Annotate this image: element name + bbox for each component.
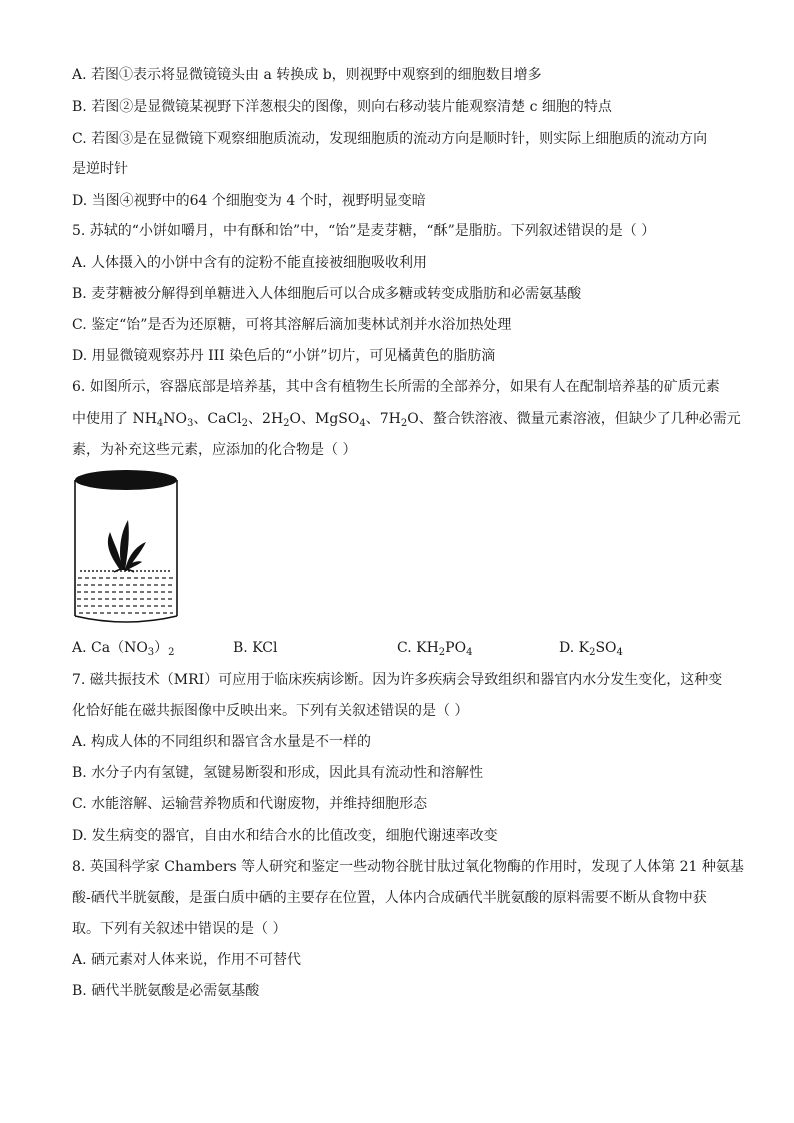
q4-option-a: A. 若图①表示将显微镜镜头由 a 转换成 b，则视野中观察到的细胞数目增多 bbox=[72, 67, 542, 83]
q6-option-c: C. $KH_2PO_4$ bbox=[397, 640, 473, 658]
q7-option-b: B. 水分子内有氢键，氢键易断裂和形成，因此具有流动性和溶解性 bbox=[72, 765, 484, 781]
q7-stem-line2: 化恰好能在磁共振图像中反映出来。下列有关叙述错误的是（ ） bbox=[72, 703, 469, 719]
q6-option-d: D. $K_2SO_4$ bbox=[559, 640, 623, 658]
q8-stem-line2: 酸-硒代半胱氨酸，是蛋白质中硒的主要存在位置，人体内合成硒代半胱氨酸的原料需要不断从食物中获 bbox=[72, 890, 707, 906]
q6-stem-line3: 素，为补充这些元素，应添加的化合物是（ ） bbox=[72, 442, 357, 458]
plant-icon bbox=[108, 520, 146, 572]
q6-stem-line2: 中使用了 $NH_4NO_3$、CaCl$_2$、$2H_2O$、MgSO$_4$、$7H_2O$、螯合铁溶液、微量元素溶液，但缺少了几种必需元 bbox=[72, 411, 741, 429]
q6-stem-line1: 6. 如图所示，容器底部是培养基，其中含有植物生长所需的全部养分，如果有人在配制培养基的矿质元素 bbox=[72, 379, 720, 395]
q7-option-c: C. 水能溶解、运输营养物质和代谢废物，并维持细胞形态 bbox=[72, 796, 428, 812]
q7-option-a: A. 构成人体的不同组织和器官含水量是不一样的 bbox=[72, 734, 372, 750]
q6-option-b: B. KCl bbox=[233, 640, 278, 656]
q5-option-c: C. 鉴定“饴”是否为还原糖，可将其溶解后滴加斐林试剂并水浴加热处理 bbox=[72, 317, 512, 333]
q8-stem-line1: 8. 英国科学家 Chambers 等人研究和鉴定一些动物谷胱甘肽过氧化物酶的作用时，发现了人体第 21 种氨基 bbox=[72, 859, 744, 875]
q4-option-c-line1: C. 若图③是在显微镜下观察细胞质流动，发现细胞质的流动方向是顺时针，则实际上细胞质的流动方向 bbox=[72, 131, 708, 147]
q4-option-b: B. 若图②是显微镜某视野下洋葱根尖的图像，则向右移动装片能观察清楚 c 细胞的特点 bbox=[72, 99, 612, 115]
q7-option-d: D. 发生病变的器官，自由水和结合水的比值改变，细胞代谢速率改变 bbox=[72, 828, 498, 844]
culture-medium-icon bbox=[77, 571, 175, 613]
q6-option-a: A. $Ca(NO_3)_2$ bbox=[72, 640, 175, 658]
q4-option-c-line2: 是逆时针 bbox=[72, 161, 128, 177]
q5-option-d: D. 用显微镜观察苏丹 III 染色后的“小饼”切片，可见橘黄色的脂肪滴 bbox=[72, 348, 496, 364]
q8-stem-line3: 取。下列有关叙述中错误的是（ ） bbox=[72, 921, 287, 937]
q7-stem-line1: 7. 磁共振技术（MRI）可应用于临床疾病诊断。因为许多疾病会导致组织和器官内水分发生变化，这种变 bbox=[72, 672, 723, 688]
q8-option-a: A. 硒元素对人体来说，作用不可替代 bbox=[72, 952, 302, 968]
q4-option-d: D. 当图④视野中的64 个细胞变为 4 个时，视野明显变暗 bbox=[72, 193, 426, 209]
q8-option-b: B. 硒代半胱氨酸是必需氨基酸 bbox=[72, 983, 260, 999]
q5-stem: 5. 苏轼的“小饼如嚼月，中有酥和饴”中，“饴”是麦芽糖，“酥”是脂肪。下列叙述错误的是（ ） bbox=[72, 223, 656, 239]
q5-option-a: A. 人体摄入的小饼中含有的淀粉不能直接被细胞吸收利用 bbox=[72, 255, 428, 271]
culture-container-figure bbox=[70, 466, 182, 628]
q5-option-b: B. 麦芽糖被分解得到单糖进入人体细胞后可以合成多糖或转变成脂肪和必需氨基酸 bbox=[72, 286, 582, 302]
